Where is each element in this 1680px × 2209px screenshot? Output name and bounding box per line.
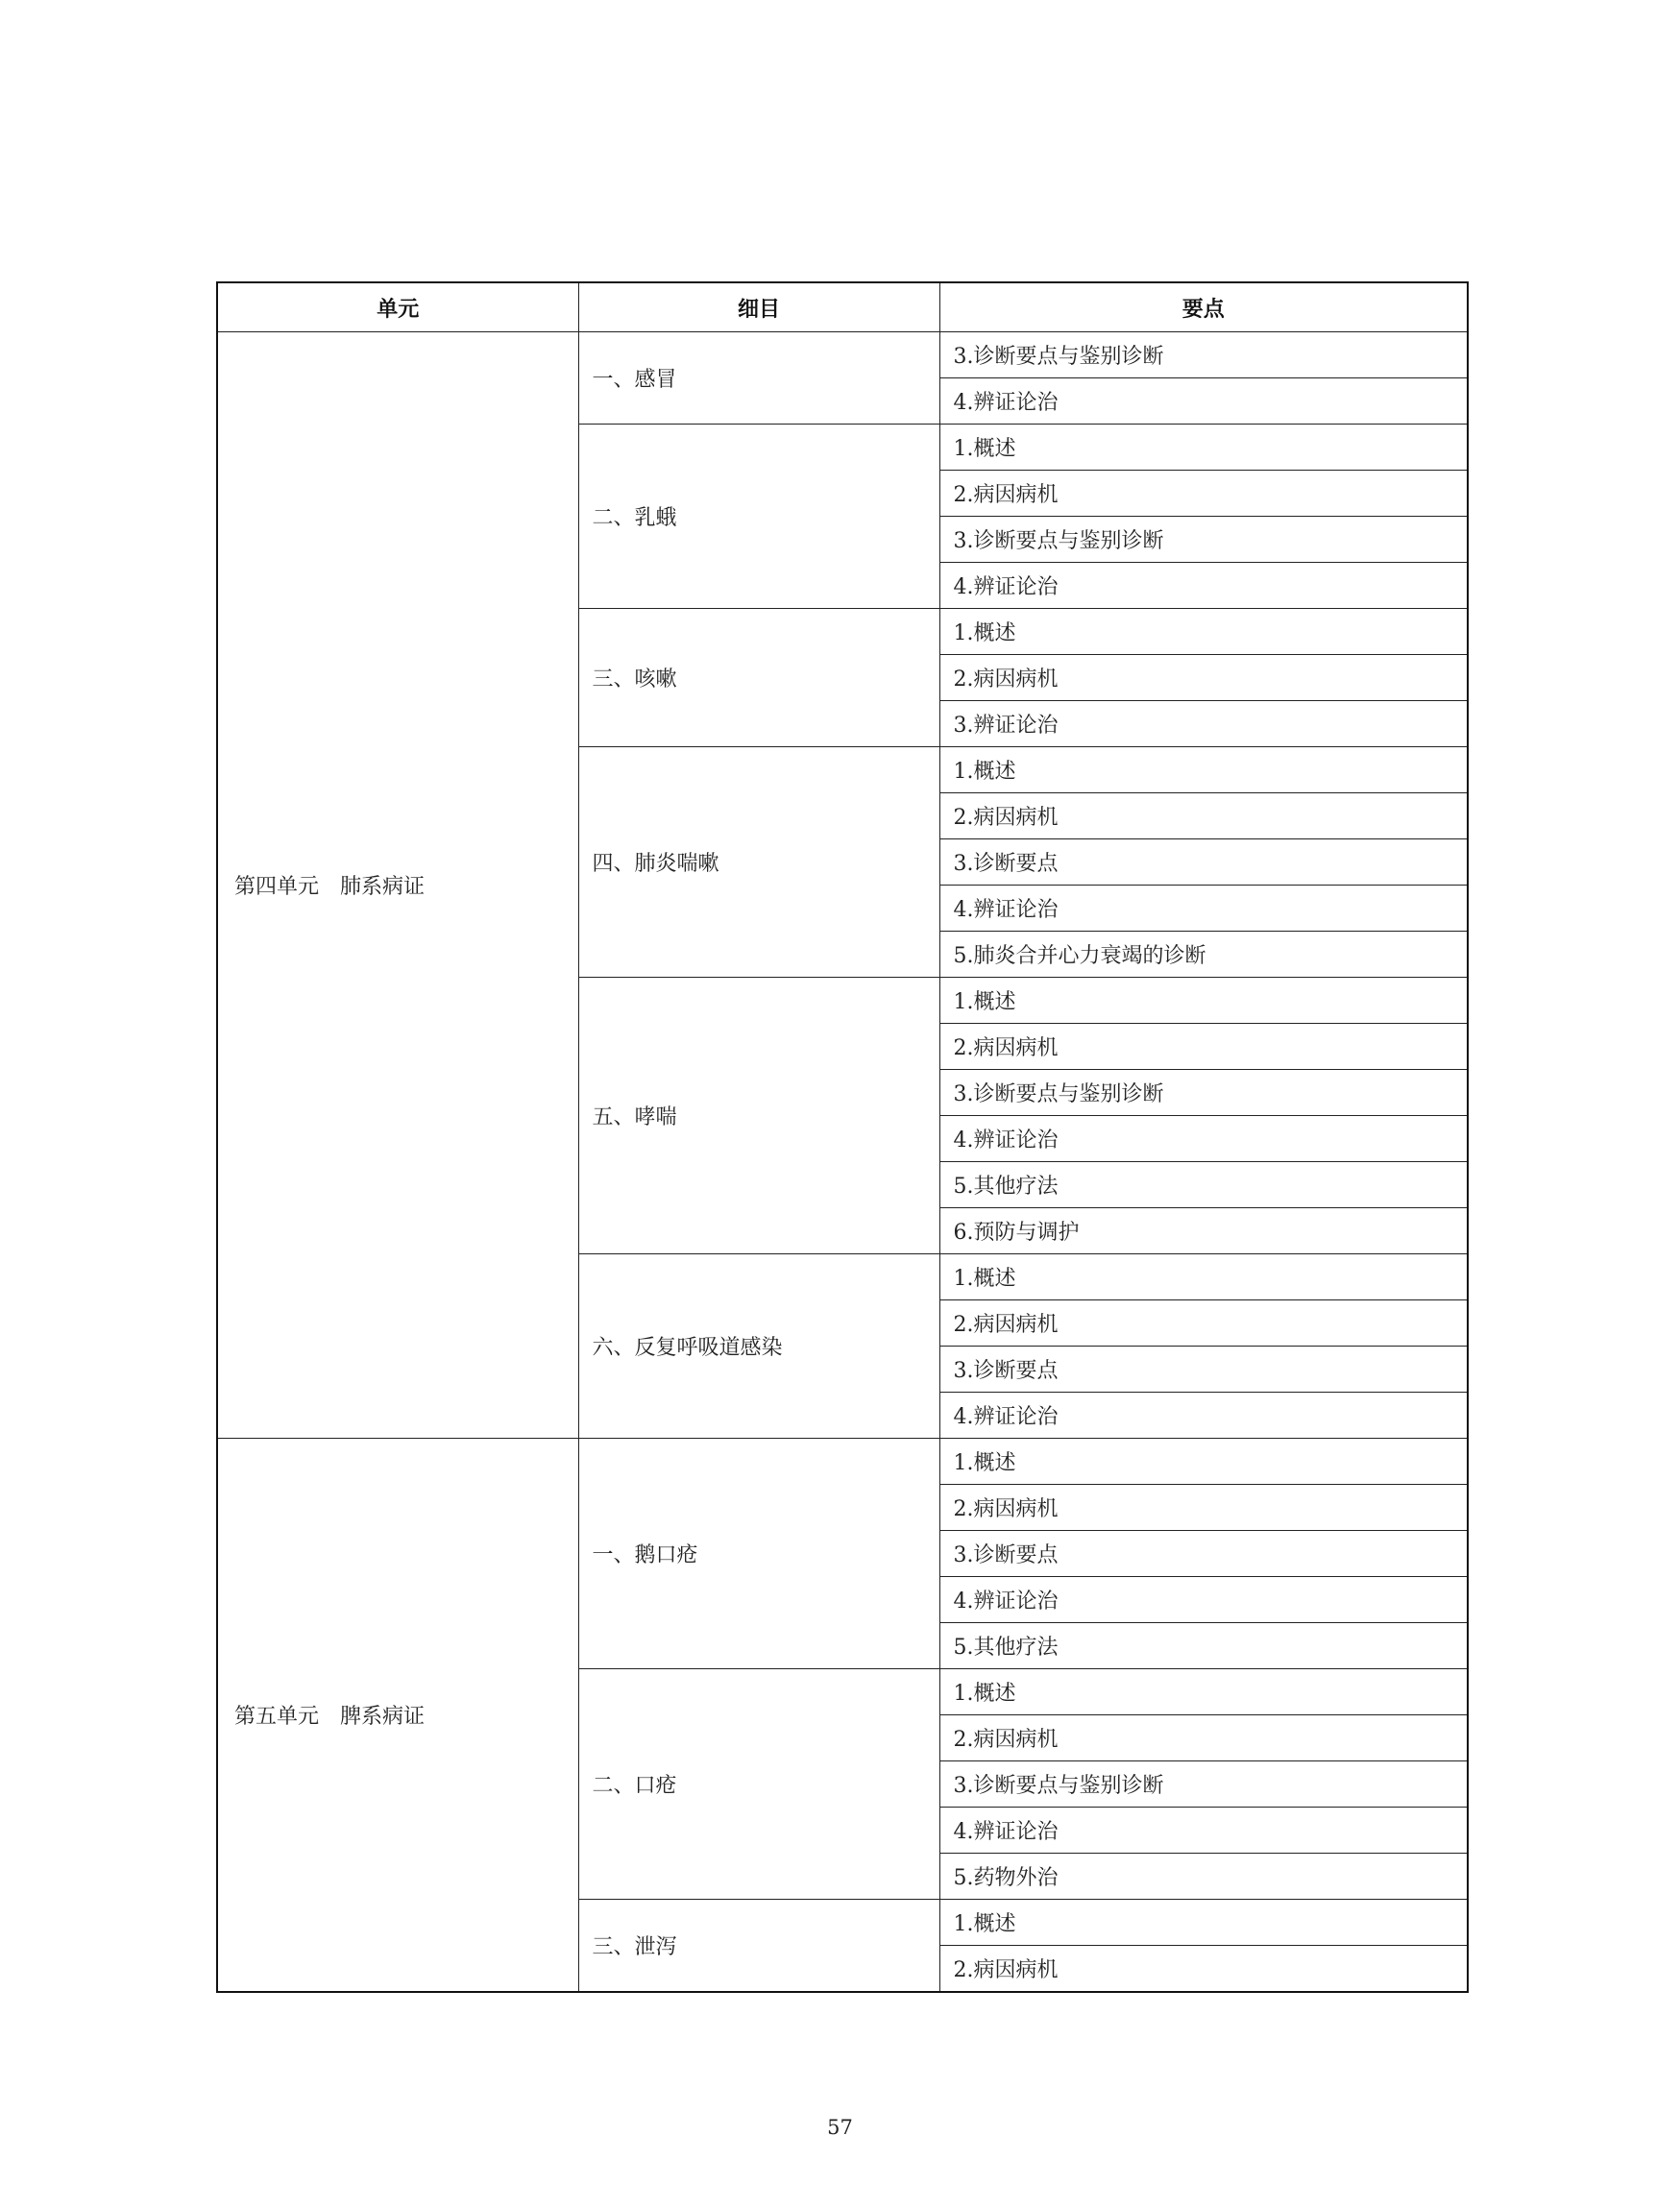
point-cell: 3.诊断要点与鉴别诊断 <box>939 1070 1468 1116</box>
point-cell: 1.概述 <box>939 1669 1468 1715</box>
page-number: 57 <box>827 2116 853 2139</box>
header-unit: 单元 <box>217 282 578 332</box>
point-cell: 5.其他疗法 <box>939 1162 1468 1208</box>
item-cell: 二、口疮 <box>578 1669 939 1900</box>
point-cell: 4.辨证论治 <box>939 1577 1468 1623</box>
point-cell: 2.病因病机 <box>939 1485 1468 1531</box>
point-cell: 6.预防与调护 <box>939 1208 1468 1254</box>
point-cell: 2.病因病机 <box>939 793 1468 839</box>
table-body <box>217 332 1468 1993</box>
point-cell: 4.辨证论治 <box>939 1116 1468 1162</box>
point-cell: 1.概述 <box>939 978 1468 1024</box>
item-cell: 五、哮喘 <box>578 978 939 1254</box>
point-cell: 2.病因病机 <box>939 655 1468 701</box>
point-cell: 1.概述 <box>939 609 1468 655</box>
point-cell: 3.诊断要点 <box>939 1347 1468 1393</box>
point-cell: 3.诊断要点与鉴别诊断 <box>939 517 1468 563</box>
item-cell: 一、鹅口疮 <box>578 1439 939 1669</box>
table-row <box>217 332 1468 378</box>
item-cell: 六、反复呼吸道感染 <box>578 1254 939 1439</box>
point-cell: 3.诊断要点 <box>939 839 1468 886</box>
point-cell: 2.病因病机 <box>939 1300 1468 1347</box>
point-cell: 3.诊断要点与鉴别诊断 <box>939 332 1468 378</box>
unit-cell: 第四单元 肺系病证 <box>217 332 578 1439</box>
header-points: 要点 <box>939 282 1468 332</box>
point-cell: 4.辨证论治 <box>939 886 1468 932</box>
point-cell: 3.辨证论治 <box>939 701 1468 747</box>
point-cell: 4.辨证论治 <box>939 1393 1468 1439</box>
point-cell: 1.概述 <box>939 425 1468 471</box>
point-cell: 1.概述 <box>939 1254 1468 1300</box>
point-cell: 2.病因病机 <box>939 471 1468 517</box>
point-cell: 2.病因病机 <box>939 1024 1468 1070</box>
point-cell: 5.其他疗法 <box>939 1623 1468 1669</box>
item-cell: 二、乳蛾 <box>578 425 939 609</box>
point-cell: 2.病因病机 <box>939 1946 1468 1993</box>
item-cell: 三、咳嗽 <box>578 609 939 747</box>
syllabus-table <box>216 281 1469 1993</box>
point-cell: 2.病因病机 <box>939 1715 1468 1761</box>
header-row <box>217 282 1468 332</box>
point-cell: 5.药物外治 <box>939 1854 1468 1900</box>
point-cell: 4.辨证论治 <box>939 563 1468 609</box>
unit-cell: 第五单元 脾系病证 <box>217 1439 578 1993</box>
header-item: 细目 <box>578 282 939 332</box>
item-cell: 一、感冒 <box>578 332 939 425</box>
point-cell: 3.诊断要点 <box>939 1531 1468 1577</box>
point-cell: 1.概述 <box>939 1900 1468 1946</box>
item-cell: 四、肺炎喘嗽 <box>578 747 939 978</box>
point-cell: 3.诊断要点与鉴别诊断 <box>939 1761 1468 1808</box>
point-cell: 4.辨证论治 <box>939 1808 1468 1854</box>
table-row <box>217 1439 1468 1485</box>
table-header <box>217 282 1468 332</box>
point-cell: 5.肺炎合并心力衰竭的诊断 <box>939 932 1468 978</box>
point-cell: 4.辨证论治 <box>939 378 1468 425</box>
point-cell: 1.概述 <box>939 747 1468 793</box>
item-cell: 三、泄泻 <box>578 1900 939 1993</box>
point-cell: 1.概述 <box>939 1439 1468 1485</box>
